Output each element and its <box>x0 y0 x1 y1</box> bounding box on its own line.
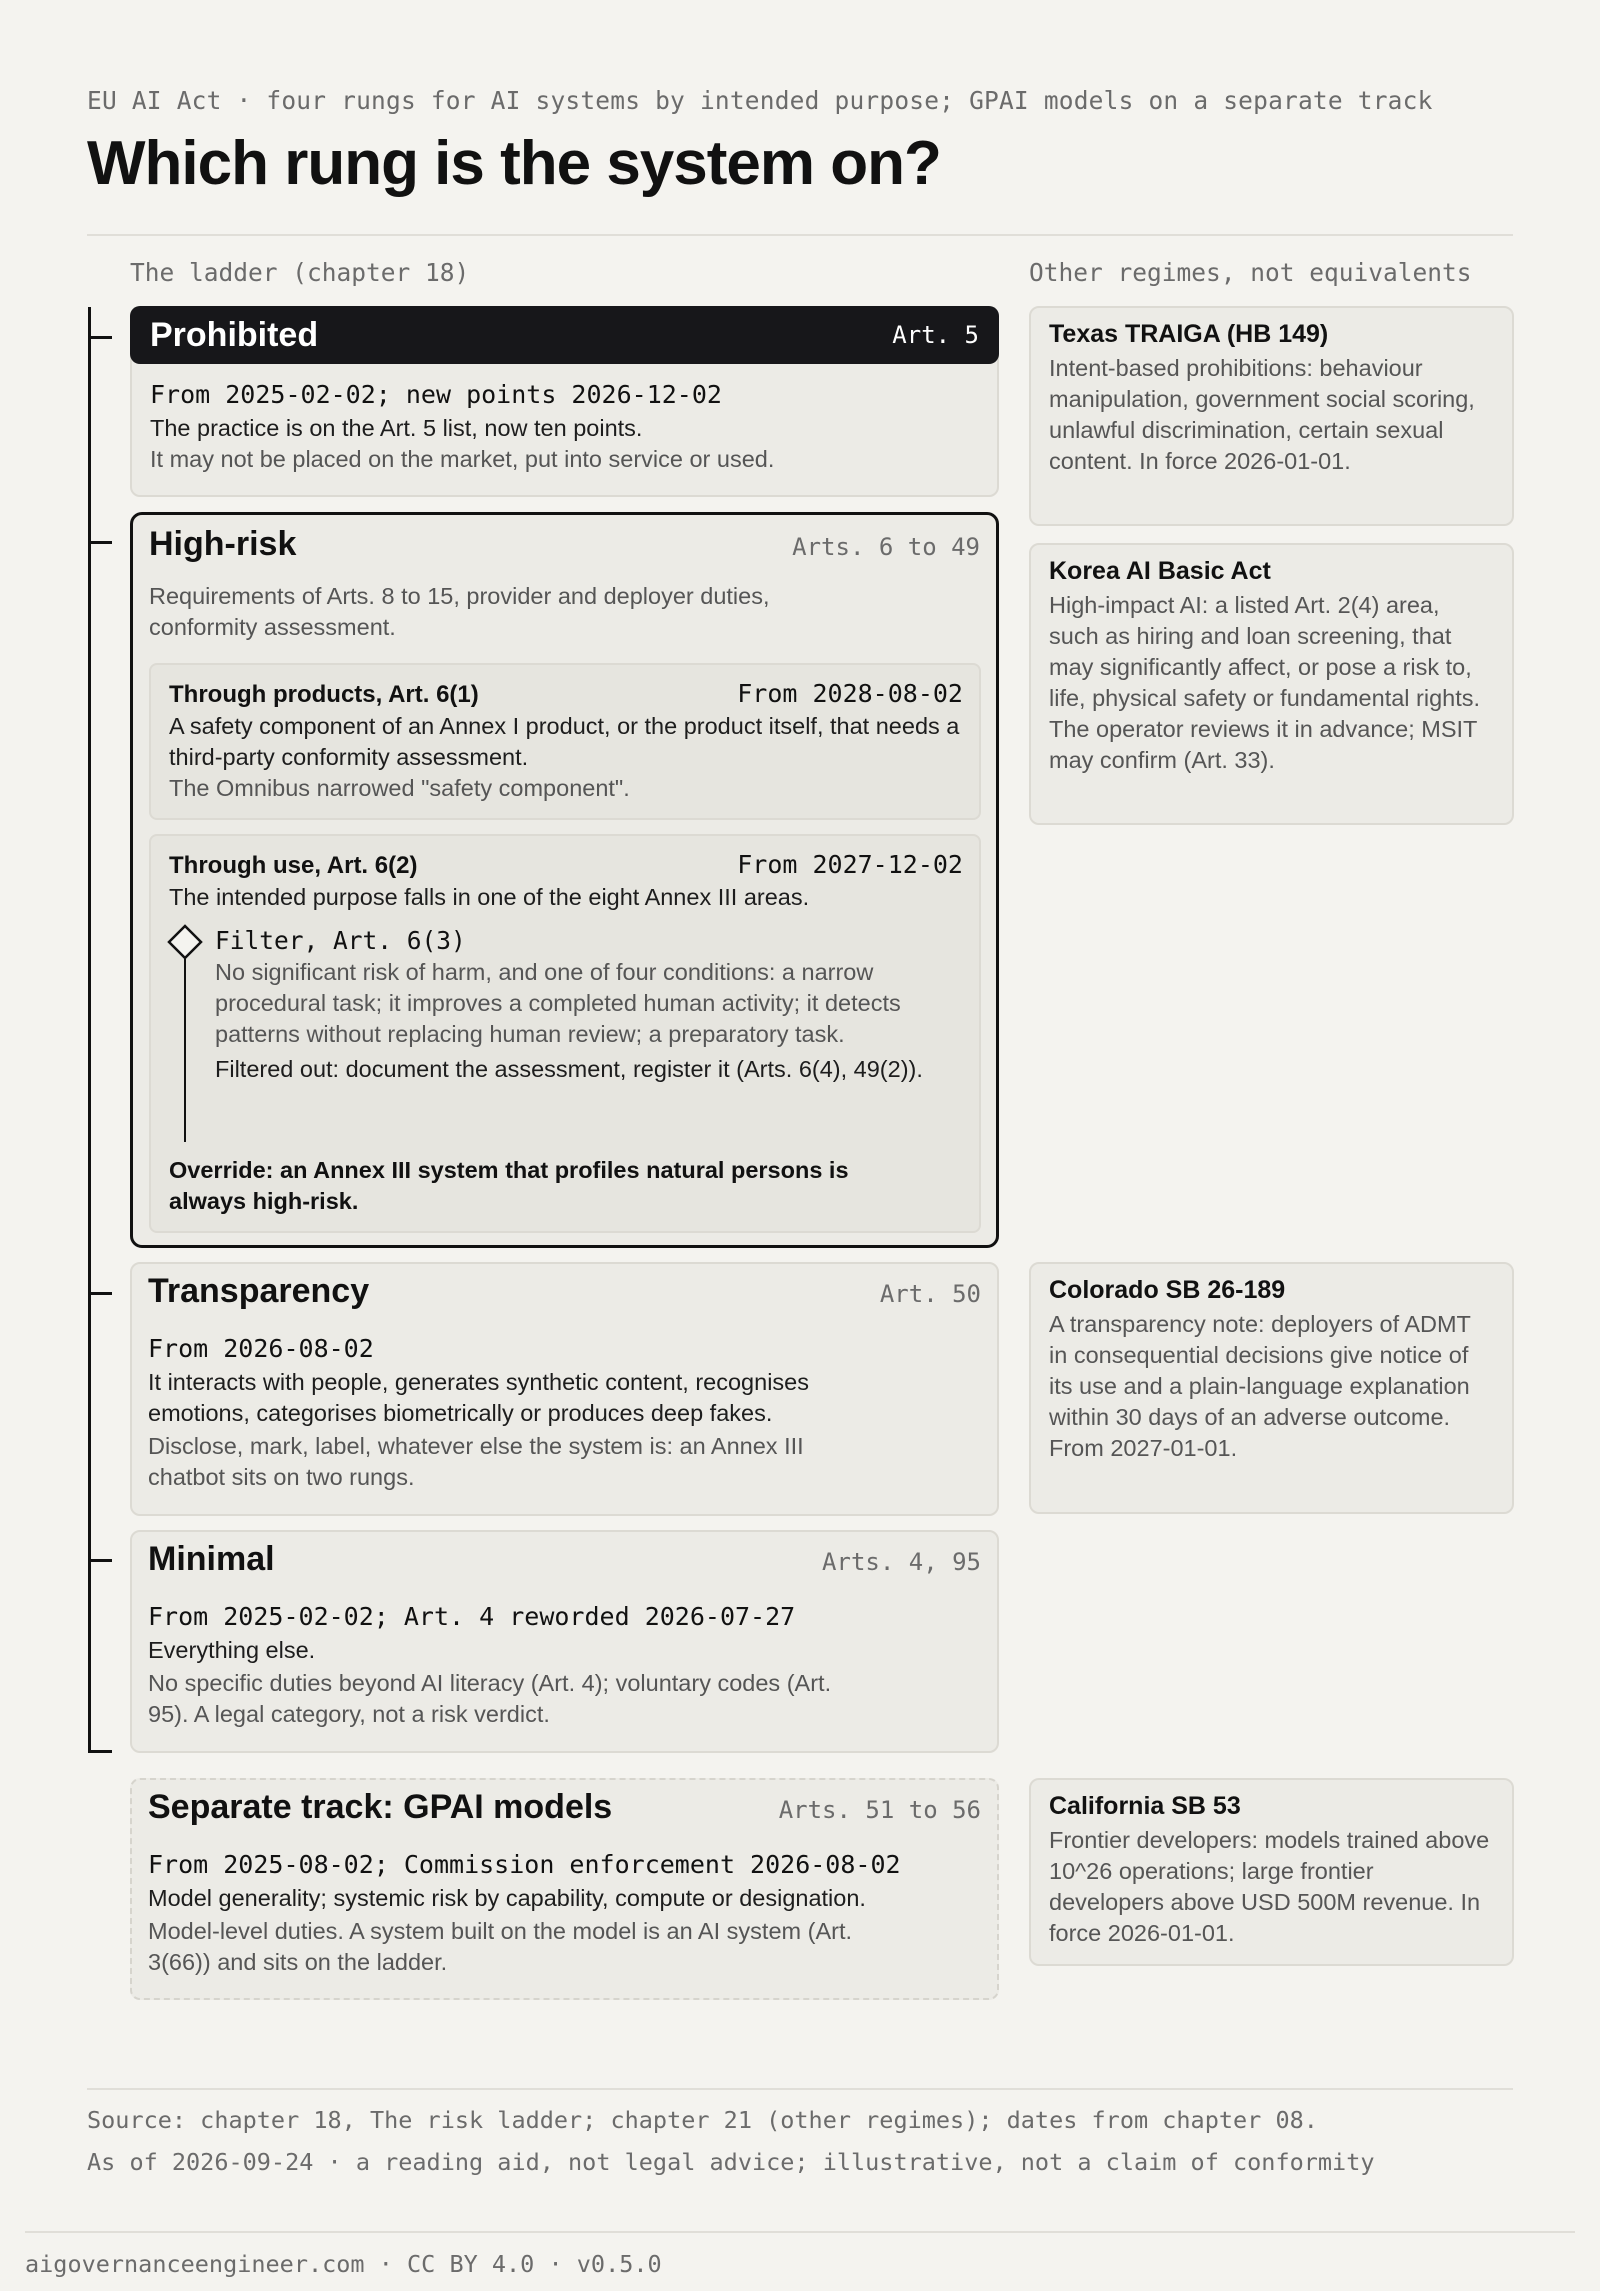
track-note: Model-level duties. A system built on the model is an AI system (Art. 3(66)) and sits on the ladder. <box>148 1918 853 1975</box>
rung-date: From 2026-08-02 <box>148 1334 374 1363</box>
regime-colorado <box>1029 1262 1514 1514</box>
filter-description: No significant risk of harm, and one of four conditions: a narrow procedural task; it improves a completed human activity; it detects patterns without replacing human review; a preparatory task. <box>215 959 901 1047</box>
rung-description: Everything else. <box>148 1637 316 1663</box>
regime-title: Korea AI Basic Act <box>1049 557 1271 585</box>
track-title: Separate track: GPAI models <box>148 1788 613 1826</box>
ladder-heading: The ladder (chapter 18) <box>130 258 470 287</box>
use-date: From 2027-12-02 <box>737 850 963 879</box>
page-kicker: EU AI Act · four rungs for AI systems by intended purpose; GPAI models on a separate track <box>87 86 1433 115</box>
high-risk-products-box <box>149 663 981 820</box>
rung-note: It may not be placed on the market, put into service or used. <box>150 446 775 472</box>
track-gpai <box>130 1778 999 2000</box>
regime-korea <box>1029 543 1514 825</box>
ladder-rail-end <box>88 1750 112 1753</box>
use-title: Through use, Art. 6(2) <box>169 852 418 879</box>
rung-tick-minimal <box>88 1559 112 1562</box>
rung-date: From 2025-02-02; Art. 4 reworded 2026-07-27 <box>148 1602 796 1631</box>
regime-title: California SB 53 <box>1049 1792 1241 1820</box>
regime-description: Frontier developers: models trained above 10^26 operations; large frontier developers above USD 500M revenue. In force 2026-01-01. <box>1049 1827 1490 1946</box>
regime-description: A transparency note: deployers of ADMT in consequential decisions give notice of its use and a plain-language explanation within 30 days of an adverse outcome. From 2027-01-01. <box>1049 1311 1471 1461</box>
regime-title: Colorado SB 26-189 <box>1049 1276 1286 1304</box>
page-title: Which rung is the system on? <box>87 129 941 198</box>
rung-title: Minimal <box>148 1540 275 1578</box>
rung-description: Requirements of Arts. 8 to 15, provider and deployer duties, conformity assessment. <box>149 583 770 640</box>
rung-tick-transparency <box>88 1292 112 1295</box>
source-note: Source: chapter 18, The risk ladder; chapter 21 (other regimes); dates from chapter 08. <box>87 2106 1318 2134</box>
bottom-divider <box>25 2231 1575 2233</box>
products-note: The Omnibus narrowed "safety component". <box>169 775 630 801</box>
track-article: Arts. 51 to 56 <box>778 1796 981 1824</box>
override-rule: Override: an Annex III system that profiles natural persons is always high-risk. <box>169 1157 849 1214</box>
header-divider <box>87 234 1513 236</box>
products-title: Through products, Art. 6(1) <box>169 681 479 708</box>
rung-article: Arts. 4, 95 <box>822 1548 981 1576</box>
regime-description: High-impact AI: a listed Art. 2(4) area, such as hiring and loan screening, that may significantly affect, or pose a risk to, life, physical safety or fundamental rights. The operator reviews it in advance; MSIT may confirm (Art. 33). <box>1049 592 1481 773</box>
rung-title: Prohibited <box>150 315 319 354</box>
rung-prohibited <box>130 306 999 497</box>
rung-date: From 2025-02-02; new points 2026-12-02 <box>150 380 722 409</box>
track-date: From 2025-08-02; Commission enforcement 2026-08-02 <box>148 1850 901 1879</box>
track-description: Model generality; systemic risk by capability, compute or designation. <box>148 1885 866 1911</box>
rung-description: It interacts with people, generates synthetic content, recognises emotions, categorises biometrically or produces deep fakes. <box>148 1369 809 1426</box>
regimes-heading: Other regimes, not equivalents <box>1029 258 1472 287</box>
filter-outcome: Filtered out: document the assessment, register it (Arts. 6(4), 49(2)). <box>215 1056 923 1082</box>
rung-transparency <box>130 1262 999 1516</box>
filter-diamond-icon <box>165 924 205 1146</box>
products-date: From 2028-08-02 <box>737 679 963 708</box>
high-risk-use-box <box>149 834 981 1233</box>
rung-minimal <box>130 1530 999 1753</box>
use-description: The intended purpose falls in one of the eight Annex III areas. <box>169 884 810 910</box>
rung-high-risk <box>130 512 999 1248</box>
rung-prohibited-header <box>130 306 999 364</box>
rung-article: Arts. 6 to 49 <box>792 533 980 561</box>
rung-tick-high-risk <box>88 541 112 544</box>
site-license-version: aigovernanceengineer.com · CC BY 4.0 · v0.5.0 <box>25 2250 662 2278</box>
rung-article: Art. 5 <box>892 321 979 349</box>
as-of-note: As of 2026-09-24 · a reading aid, not legal advice; illustrative, not a claim of conformity <box>87 2148 1375 2176</box>
rung-article: Art. 50 <box>879 1280 981 1308</box>
rung-note: Disclose, mark, label, whatever else the system is: an Annex III chatbot sits on two rungs. <box>148 1433 804 1490</box>
rung-description: The practice is on the Art. 5 list, now ten points. <box>150 415 643 441</box>
regime-title: Texas TRAIGA (HB 149) <box>1049 320 1329 348</box>
regime-california <box>1029 1778 1514 1966</box>
rung-tick-prohibited <box>88 336 112 339</box>
filter-title: Filter, Art. 6(3) <box>215 926 466 955</box>
products-description: A safety component of an Annex I product, or the product itself, that needs a third-party conformity assessment. <box>169 713 960 770</box>
regime-texas <box>1029 306 1514 526</box>
rung-title: High-risk <box>149 525 297 563</box>
footer-divider <box>87 2088 1513 2090</box>
ladder-rail <box>88 307 91 1753</box>
rung-note: No specific duties beyond AI literacy (Art. 4); voluntary codes (Art. 95). A legal category, not a risk verdict. <box>148 1670 832 1727</box>
rung-title: Transparency <box>148 1272 370 1310</box>
regime-description: Intent-based prohibitions: behaviour manipulation, government social scoring, unlawful discrimination, certain sexual content. In force 2026-01-01. <box>1049 355 1475 474</box>
